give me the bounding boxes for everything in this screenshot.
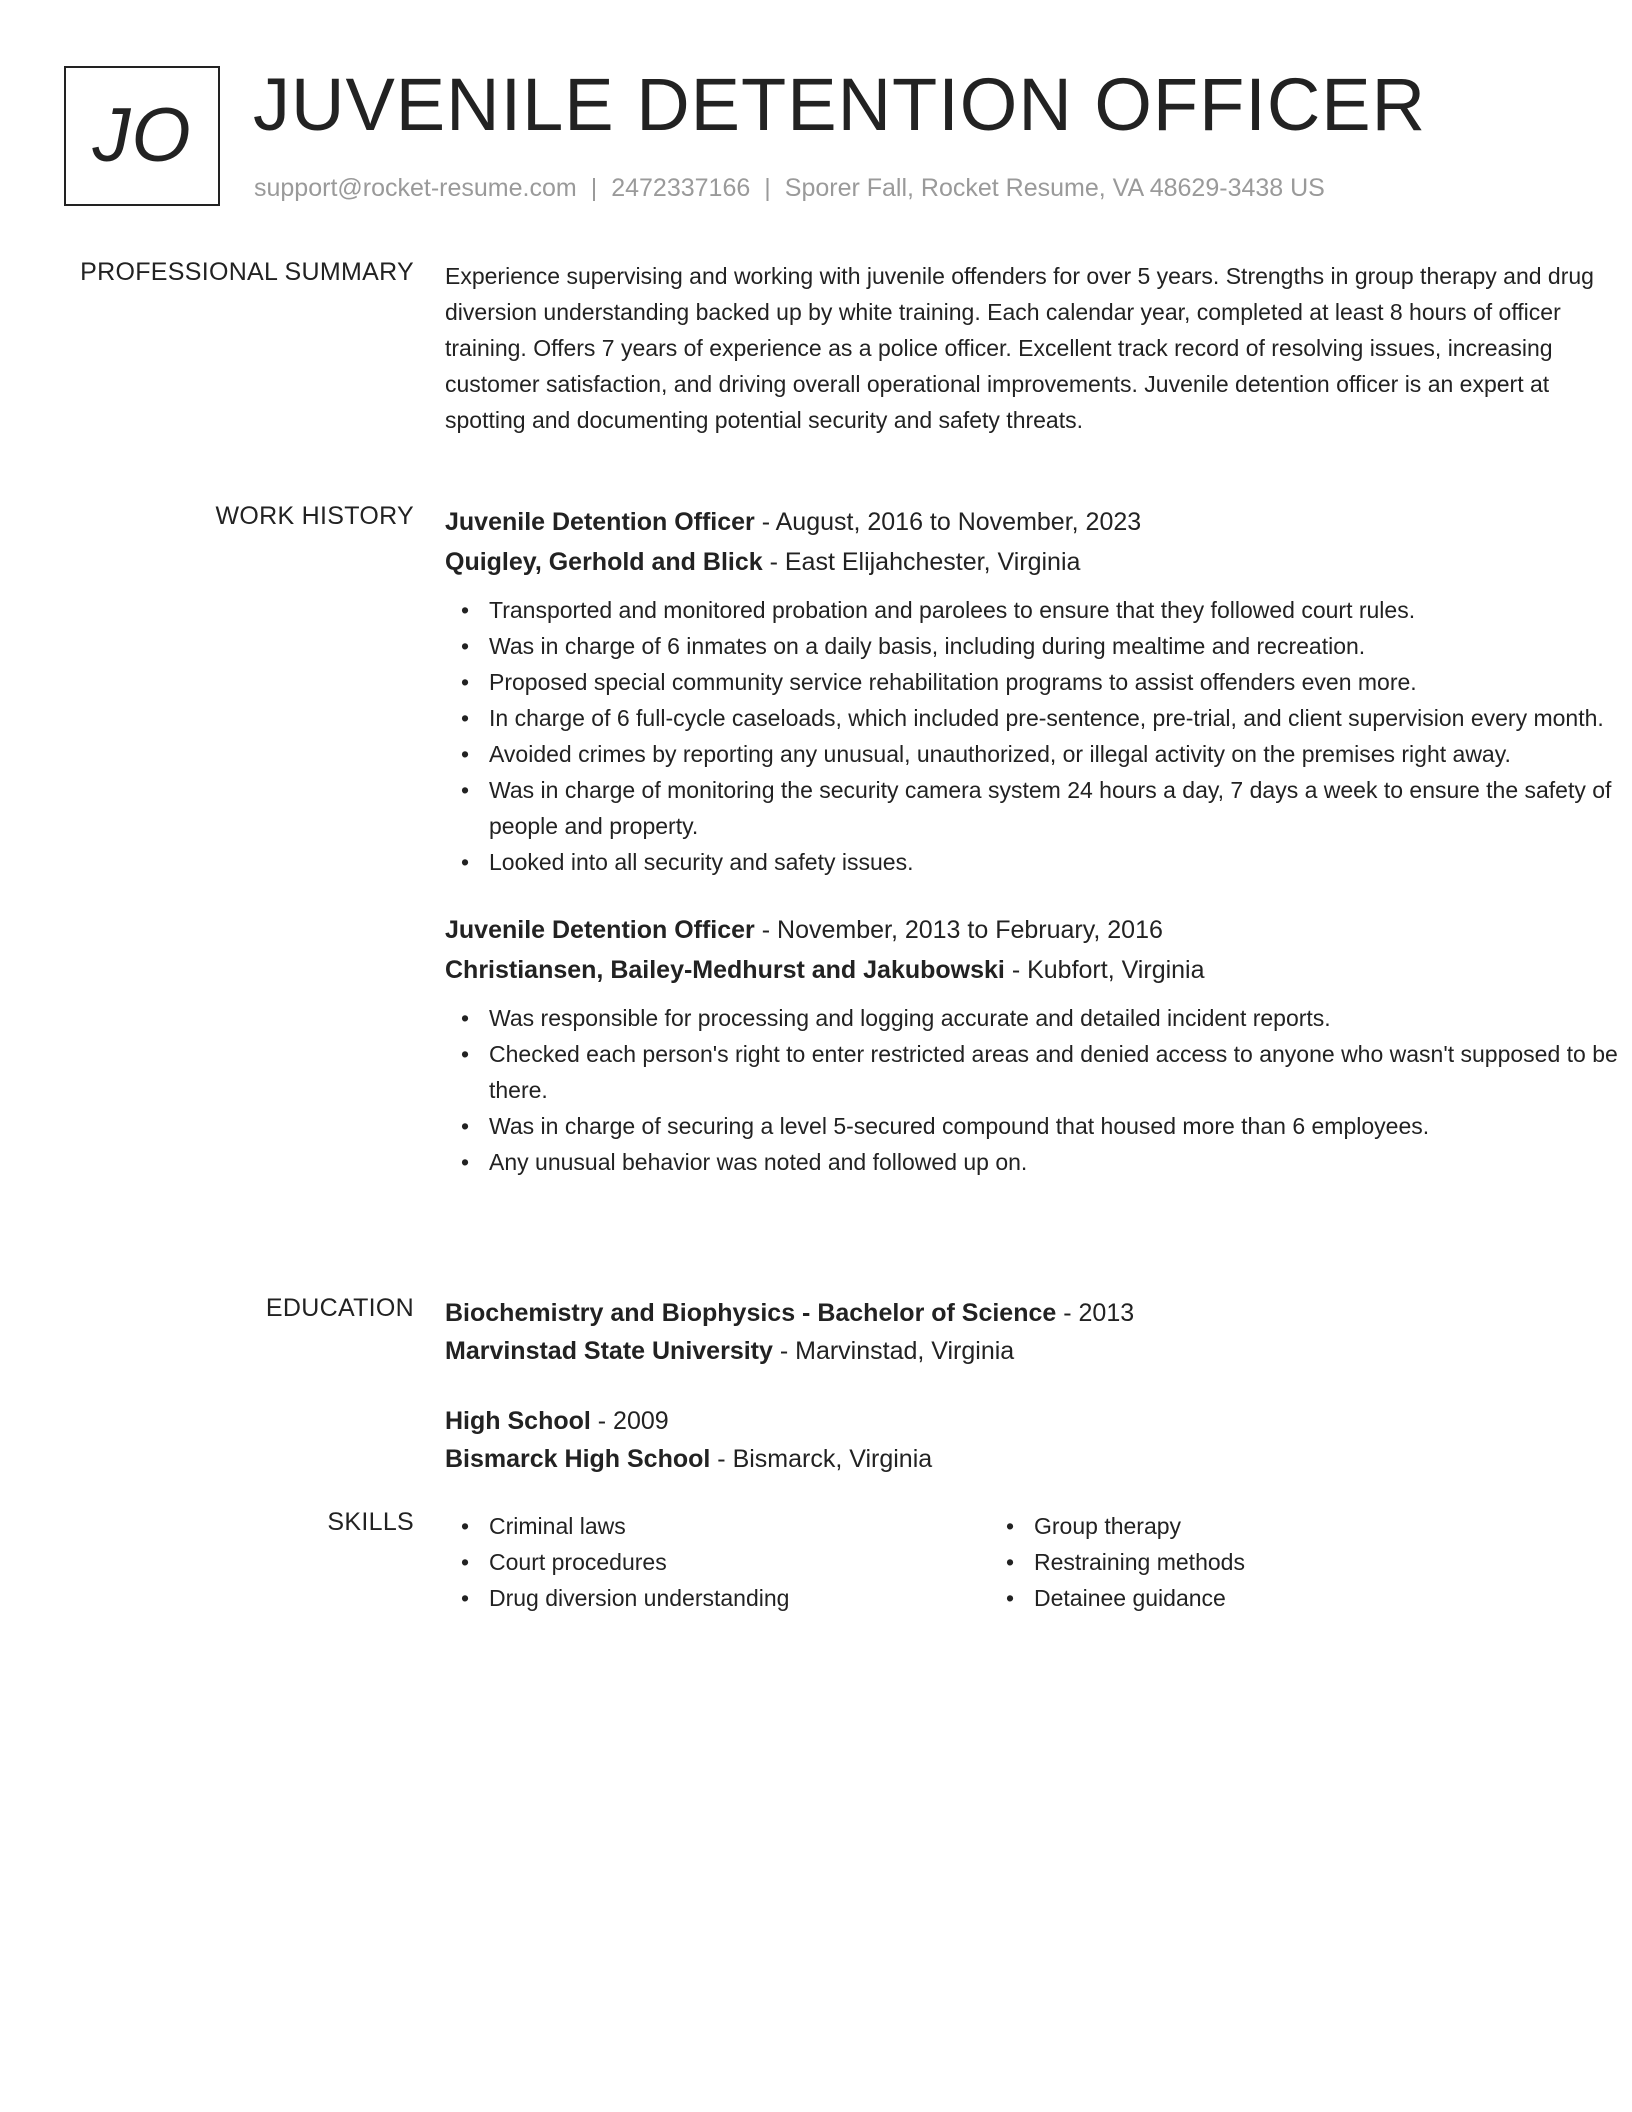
education-location: - Bismarck, Virginia — [710, 1445, 933, 1473]
job-dates: - November, 2013 to February, 2016 — [754, 916, 1163, 944]
section-label-education: EDUCATION — [265, 1294, 414, 1322]
job-bullet: • In charge of 6 full-cycle caseloads, which included pre-sentence, pre-trial, and client supervision every month. — [445, 700, 1625, 736]
contact-address: Sporer Fall, Rocket Resume, VA 48629-3438 US — [784, 174, 1325, 202]
job-location: - Kubfort, Virginia — [1004, 956, 1205, 984]
job-title: Juvenile Detention Officer — [445, 508, 755, 536]
skill-item: • Drug diversion understanding — [445, 1580, 990, 1616]
skill-item: • Restraining methods — [990, 1544, 1535, 1580]
skills-column-right — [990, 1508, 1535, 1616]
job-title-line — [445, 502, 1625, 542]
education-entry — [445, 1294, 1625, 1370]
job-bullet: • Proposed special community service rehabilitation programs to assist offenders even more. — [445, 664, 1625, 700]
job-company-line — [445, 950, 1625, 990]
education-entry — [445, 1402, 1625, 1478]
education-year: - 2013 — [1056, 1299, 1135, 1327]
job-entry — [445, 502, 1625, 880]
skills-grid — [445, 1508, 1625, 1616]
education-school-line — [445, 1332, 1625, 1370]
section-label-summary: PROFESSIONAL SUMMARY — [80, 258, 414, 286]
skills-body — [445, 1508, 1625, 1616]
education-school-line — [445, 1440, 1625, 1478]
job-company-line — [445, 542, 1625, 582]
job-bullet: • Any unusual behavior was noted and followed up on. — [445, 1144, 1625, 1180]
job-bullet: • Avoided crimes by reporting any unusual, unauthorized, or illegal activity on the premises right away. — [445, 736, 1625, 772]
section-label-skills: SKILLS — [327, 1508, 414, 1536]
education-degree-line — [445, 1402, 1625, 1440]
education-body — [445, 1294, 1625, 1478]
education-degree-line — [445, 1294, 1625, 1332]
job-bullet: • Was responsible for processing and logging accurate and detailed incident reports. — [445, 1000, 1625, 1036]
job-company: Christiansen, Bailey-Medhurst and Jakubowski — [445, 956, 1005, 984]
job-bullets — [445, 592, 1625, 880]
contact-phone[interactable]: 2472337166 — [611, 174, 751, 202]
skill-item: • Criminal laws — [445, 1508, 990, 1544]
job-bullet: • Checked each person's right to enter restricted areas and denied access to anyone who wasn't supposed to be there. — [445, 1036, 1625, 1108]
section-label-work-history: WORK HISTORY — [215, 502, 414, 530]
job-bullet: • Transported and monitored probation and parolees to ensure that they followed court rules. — [445, 592, 1625, 628]
job-bullet: • Was in charge of monitoring the security camera system 24 hours a day, 7 days a week to ensure the safety of people and property. — [445, 772, 1625, 844]
summary-text: Experience supervising and working with juvenile offenders for over 5 years. Strengths in group therapy and drug diversion understanding backed up by white training. Each calendar year, completed at least 8 hours of officer training. Offers 7 years of experience as a police officer. Excellent track record of resolving issues, increasing customer satisfaction, and driving overall operational improvements. Juvenile detention officer is an expert at spotting and documenting potential security and safety threats. — [445, 263, 1594, 433]
education-degree: Biochemistry and Biophysics - Bachelor of Science — [445, 1299, 1057, 1327]
monogram-box — [64, 66, 220, 206]
resume-header — [64, 63, 1584, 210]
job-bullet: • Looked into all security and safety issues. — [445, 844, 1625, 880]
job-bullets — [445, 1000, 1625, 1180]
contact-separator: | — [764, 174, 771, 202]
job-company: Quigley, Gerhold and Blick — [445, 548, 763, 576]
education-school: Bismarck High School — [445, 1445, 711, 1473]
job-bullet: • Was in charge of securing a level 5-secured compound that housed more than 6 employees. — [445, 1108, 1625, 1144]
work-history-body — [445, 502, 1625, 1180]
job-bullet: • Was in charge of 6 inmates on a daily basis, including during mealtime and recreation. — [445, 628, 1625, 664]
job-title-line — [445, 910, 1625, 950]
skill-item: • Court procedures — [445, 1544, 990, 1580]
monogram-initials: JO — [92, 93, 192, 178]
contact-email[interactable]: support@rocket-resume.com — [254, 174, 577, 202]
contact-line — [254, 174, 1325, 203]
job-location: - East Elijahchester, Virginia — [762, 548, 1081, 576]
skills-column-left — [445, 1508, 990, 1616]
education-year: - 2009 — [590, 1407, 669, 1435]
job-title: Juvenile Detention Officer — [445, 916, 755, 944]
education-location: - Marvinstad, Virginia — [772, 1337, 1015, 1365]
contact-separator: | — [590, 174, 598, 202]
skill-item: • Detainee guidance — [990, 1580, 1535, 1616]
education-degree: High School — [445, 1407, 591, 1435]
job-dates: - August, 2016 to November, 2023 — [754, 508, 1142, 536]
job-entry — [445, 910, 1625, 1180]
resume-title: JUVENILE DETENTION OFFICER — [253, 63, 1427, 146]
education-school: Marvinstad State University — [445, 1337, 773, 1365]
skill-item: • Group therapy — [990, 1508, 1535, 1544]
